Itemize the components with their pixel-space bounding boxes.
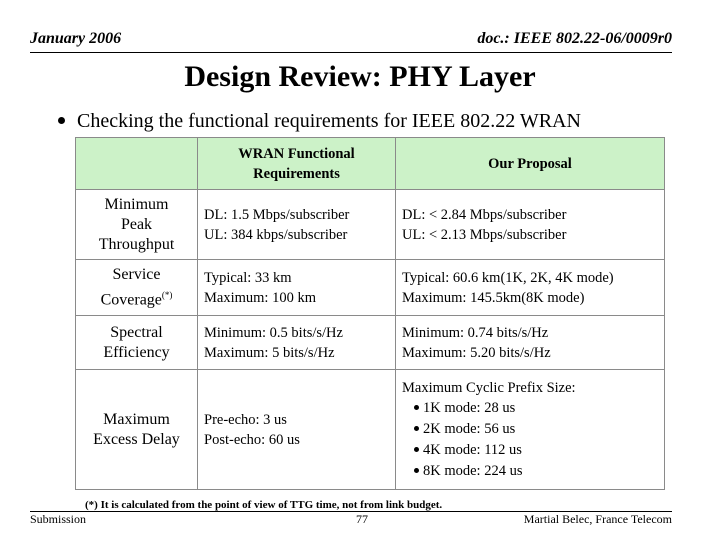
list-item (402, 398, 658, 419)
bullet-dot-icon (414, 405, 419, 410)
list-item-text: 1K mode: 28 us (423, 399, 516, 416)
proposal-line: Maximum Cyclic Prefix Size: (402, 379, 576, 396)
bullet-dot-icon (414, 468, 419, 473)
row-label-line: Spectral (110, 323, 163, 341)
bullet-dot-icon (414, 447, 419, 452)
requirement-line: Maximum: 100 km (204, 289, 316, 306)
proposal-cell (396, 316, 665, 370)
requirement-line: UL: 384 kbps/subscriber (204, 226, 348, 243)
bullet-dot-icon (58, 117, 65, 124)
requirement-cell (198, 316, 396, 370)
requirement-line: DL: 1.5 Mbps/subscriber (204, 206, 350, 223)
requirement-cell (198, 370, 396, 490)
list-item-text: 2K mode: 56 us (423, 420, 516, 437)
slide-title: Design Review: PHY Layer (184, 60, 536, 93)
requirement-line: Minimum: 0.5 bits/s/Hz (204, 324, 343, 341)
row-label-line: Excess Delay (93, 430, 180, 448)
header-cell-proposal: Our Proposal (396, 138, 665, 190)
row-label-throughput (76, 190, 198, 260)
proposal-line: Typical: 60.6 km(1K, 2K, 4K mode) (402, 269, 614, 286)
header-req-line1: WRAN Functional (238, 145, 355, 162)
footer-author: Martial Belec, France Telecom (523, 512, 672, 526)
row-label-text: Coverage (100, 291, 162, 309)
requirements-table (75, 137, 665, 490)
row-label-line: Peak (120, 215, 153, 233)
footer-page-number: 77 (356, 512, 368, 526)
proposal-line: Maximum: 145.5km(8K mode) (402, 289, 585, 306)
requirement-line: Post-echo: 60 us (204, 431, 300, 448)
table-row-delay (76, 370, 665, 490)
table-footnote: (*) It is calculated from the point of view of TTG time, not from link budget. (85, 499, 443, 511)
list-item (402, 461, 658, 482)
row-label-line: Service (112, 265, 161, 283)
header-doc-id: doc.: IEEE 802.22-06/0009r0 (477, 30, 672, 47)
list-item-text: 8K mode: 224 us (423, 462, 523, 479)
row-label-line: Minimum (104, 195, 169, 213)
header-req-line2: Requirements (253, 165, 340, 182)
bullet-item (58, 110, 581, 133)
list-item (402, 440, 658, 461)
footnote-marker: (*) (161, 289, 173, 300)
bullet-dot-icon (414, 426, 419, 431)
row-label-line (82, 285, 191, 310)
requirement-line: Pre-echo: 3 us (204, 411, 287, 428)
proposal-line: DL: < 2.84 Mbps/subscriber (402, 206, 567, 223)
requirement-cell (198, 190, 396, 260)
row-label-efficiency (76, 316, 198, 370)
proposal-cell (396, 190, 665, 260)
header-date: January 2006 (30, 30, 122, 47)
proposal-cell (396, 260, 665, 316)
row-label-line: Throughput (98, 235, 175, 253)
header-cell-empty (76, 138, 198, 190)
table-header-row (76, 138, 665, 190)
proposal-line: UL: < 2.13 Mbps/subscriber (402, 226, 567, 243)
header-cell-requirements (198, 138, 396, 190)
proposal-line: Minimum: 0.74 bits/s/Hz (402, 324, 549, 341)
row-label-delay (76, 370, 198, 490)
table-row-throughput (76, 190, 665, 260)
requirement-line: Maximum: 5 bits/s/Hz (204, 344, 335, 361)
row-label-coverage (76, 260, 198, 316)
proposal-cell (396, 370, 665, 490)
row-label-line: Efficiency (103, 343, 170, 361)
list-item-text: 4K mode: 112 us (423, 441, 522, 458)
proposal-line: Maximum: 5.20 bits/s/Hz (402, 344, 551, 361)
bullet-text: Checking the functional requirements for IEEE 802.22 WRAN (77, 110, 581, 132)
requirement-line: Typical: 33 km (204, 269, 292, 286)
row-label-line: Maximum (103, 410, 170, 428)
cyclic-prefix-list (402, 398, 658, 482)
table-row-coverage (76, 260, 665, 316)
list-item (402, 419, 658, 440)
table-row-efficiency (76, 316, 665, 370)
footer-submission: Submission (30, 512, 87, 526)
header-rule (30, 52, 672, 53)
requirement-cell (198, 260, 396, 316)
